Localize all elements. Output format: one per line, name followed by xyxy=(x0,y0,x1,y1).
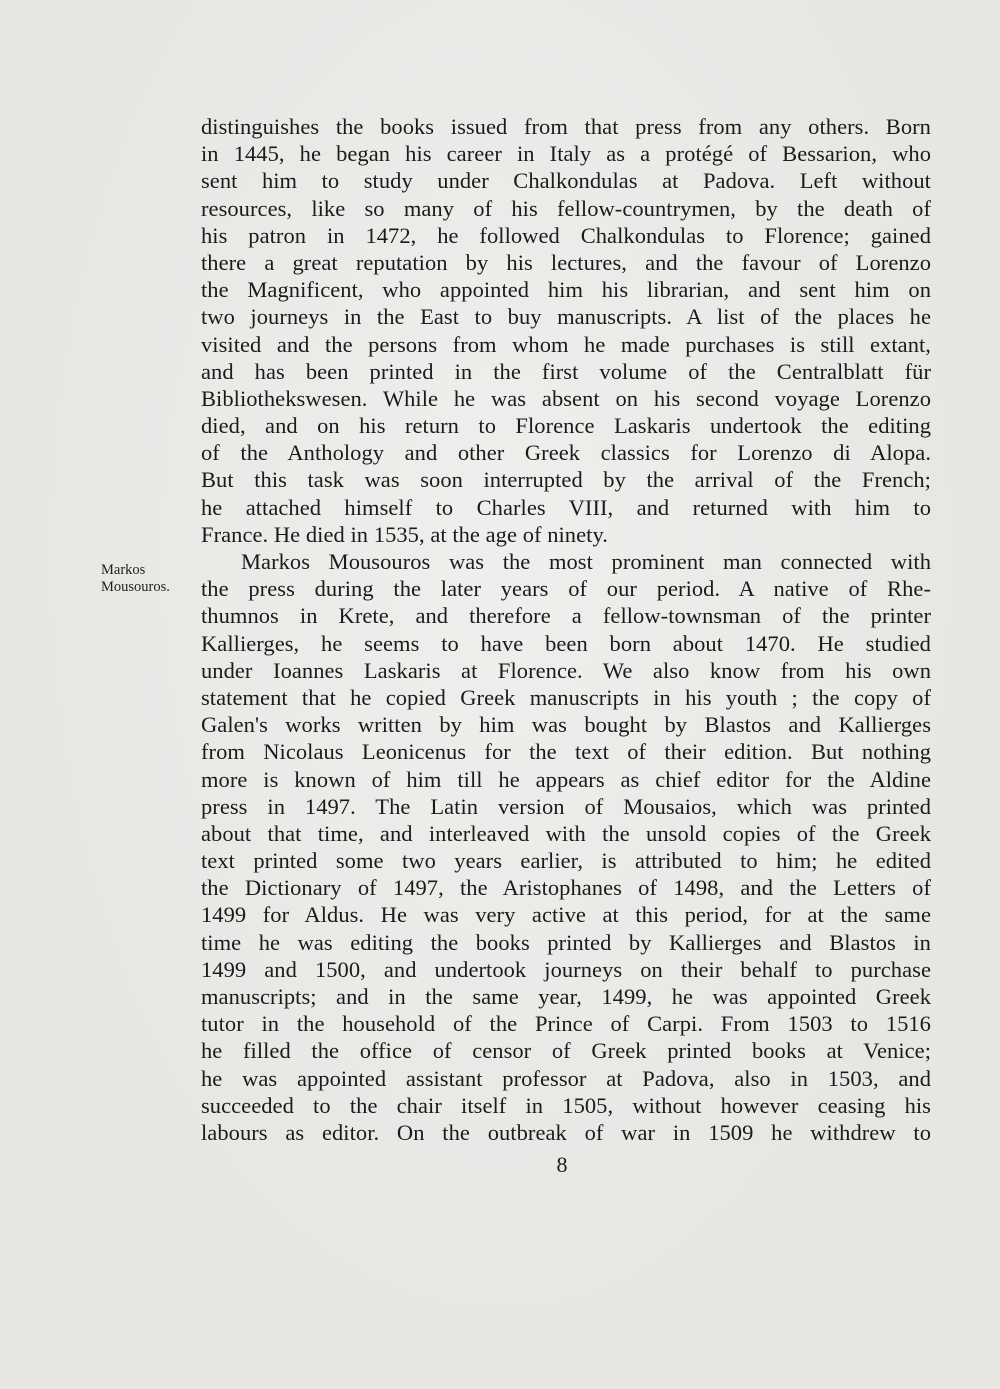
text-line: there a great reputation by his lectures, and the favour of Lorenzo xyxy=(201,249,931,275)
body-text xyxy=(201,113,931,1146)
text-line: about that time, and interleaved with the unsold copies of the Greek xyxy=(201,820,931,846)
text-line: two journeys in the East to buy manuscripts. A list of the places he xyxy=(201,304,931,330)
page-number-text: 8 xyxy=(556,1152,568,1177)
text-line: resources, like so many of his fellow-countrymen, by the death of xyxy=(201,195,931,221)
text-line: from Nicolaus Leonicenus for the text of their edition. But nothing xyxy=(201,739,931,765)
text-line: time he was editing the books printed by Kallierges and Blastos in xyxy=(201,929,931,955)
text-line: in 1445, he began his career in Italy as a protégé of Bessarion, who xyxy=(201,141,931,167)
text-line: But this task was soon interrupted by the arrival of the French; xyxy=(201,467,931,493)
text-line: his patron in 1472, he followed Chalkondulas to Florence; gained xyxy=(201,222,931,248)
text-line: Bibliothekswesen. While he was absent on his second voyage Lorenzo xyxy=(201,385,931,411)
margin-note-line: Mousouros. xyxy=(101,579,170,595)
text-line: Galen's works written by him was bought by Blastos and Kallierges xyxy=(201,712,931,738)
text-line-paragraph-end: France. He died in 1535, at the age of ninety. xyxy=(201,521,608,547)
text-line: succeeded to the chair itself in 1505, without however ceasing his xyxy=(201,1092,931,1118)
margin-note xyxy=(101,562,201,596)
text-line: visited and the persons from whom he made purchases is still extant, xyxy=(201,331,931,357)
text-line-paragraph-start: Markos Mousouros was the most prominent man connected with xyxy=(241,549,931,574)
text-line: 1499 for Aldus. He was very active at this period, for at the same xyxy=(201,902,931,928)
page-number xyxy=(0,1152,1000,1178)
text-line: of the Anthology and other Greek classics for Lorenzo di Alopa. xyxy=(201,440,931,466)
text-line: manuscripts; and in the same year, 1499, he was appointed Greek xyxy=(201,984,931,1009)
text-line: Kallierges, he seems to have been born about 1470. He studied xyxy=(201,630,931,656)
margin-note-line: Markos xyxy=(101,562,146,578)
text-line: sent him to study under Chalkondulas at Padova. Left without xyxy=(201,168,931,194)
text-line: he was appointed assistant professor at Padova, also in 1503, and xyxy=(201,1065,931,1091)
text-line: he filled the office of censor of Greek printed books at Venice; xyxy=(201,1038,931,1064)
text-line: more is known of him till he appears as chief editor for the Aldine xyxy=(201,766,931,792)
text-line: press in 1497. The Latin version of Mousaios, which was printed xyxy=(201,793,931,819)
text-line: under Ioannes Laskaris at Florence. We also know from his own xyxy=(201,657,931,683)
text-line: 1499 and 1500, and undertook journeys on their behalf to purchase xyxy=(201,956,931,982)
text-line: the Magnificent, who appointed him his librarian, and sent him on xyxy=(201,277,931,303)
text-line: thumnos in Krete, and therefore a fellow-townsman of the printer xyxy=(201,603,931,629)
text-line: statement that he copied Greek manuscripts in his youth ; the copy of xyxy=(201,684,931,710)
text-line: distinguishes the books issued from that press from any others. Born xyxy=(201,114,931,139)
text-line: he attached himself to Charles VIII, and returned with him to xyxy=(201,494,931,520)
text-line: and has been printed in the first volume of the Centralblatt für xyxy=(201,358,931,384)
text-line: tutor in the household of the Prince of Carpi. From 1503 to 1516 xyxy=(201,1011,931,1037)
text-line: text printed some two years earlier, is attributed to him; he edited xyxy=(201,848,931,874)
text-line: labours as editor. On the outbreak of war in 1509 he withdrew to xyxy=(201,1119,931,1145)
text-line: died, and on his return to Florence Laskaris undertook the editing xyxy=(201,413,931,439)
text-line: the Dictionary of 1497, the Aristophanes of 1498, and the Letters of xyxy=(201,875,931,901)
text-line: the press during the later years of our period. A native of Rhe- xyxy=(201,576,931,602)
